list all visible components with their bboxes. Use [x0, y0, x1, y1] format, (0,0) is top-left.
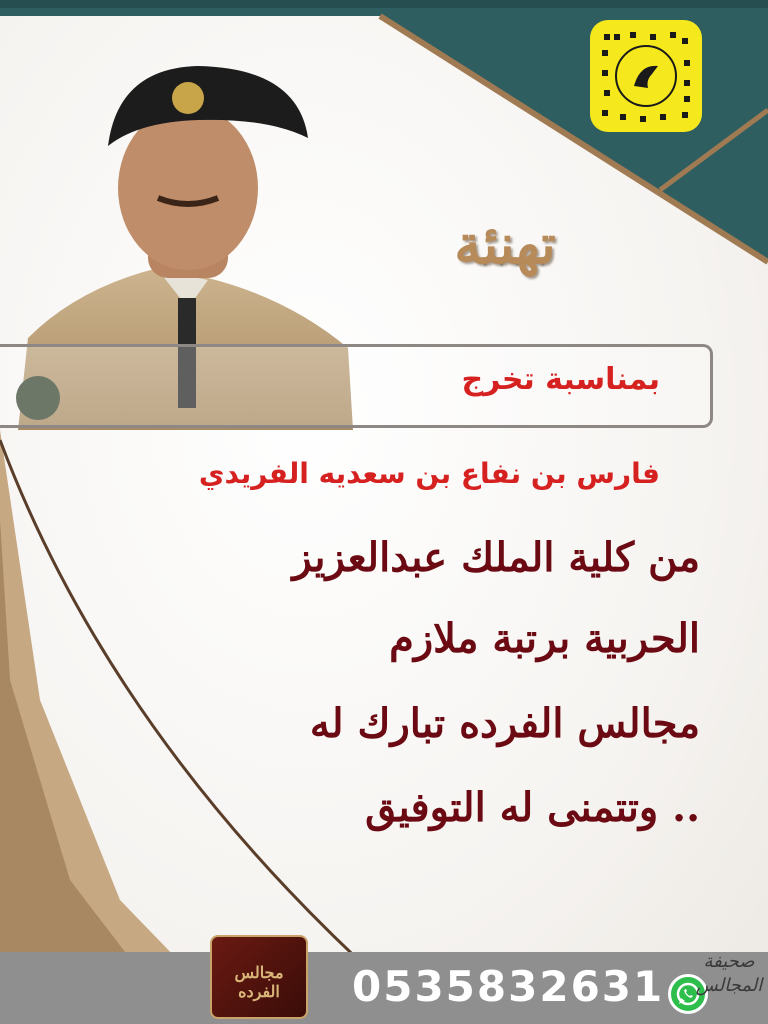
- greeting-heading: [410, 186, 600, 316]
- snapcode[interactable]: [590, 20, 702, 132]
- message-line: وتتمنى له التوفيق ..: [365, 784, 700, 831]
- message-line: مجالس الفرده تبارك له: [309, 700, 700, 747]
- snapcode-icon: [590, 20, 702, 132]
- brand-text: صحيفة المجالس: [695, 951, 763, 996]
- heading-text: تهنئة: [454, 212, 556, 276]
- phone-number[interactable]: 0535832631: [352, 962, 665, 1011]
- graduate-name: فارس بن نفاع بن سعديه الفريدي: [198, 457, 660, 490]
- logo-text: مجالس الفرده: [234, 963, 284, 1001]
- message-line: من كلية الملك عبدالعزيز: [292, 534, 700, 581]
- beret-badge: [172, 82, 204, 114]
- occasion-text: بمناسبة تخرج: [461, 362, 660, 397]
- logo: [210, 935, 308, 1019]
- message-line: الحربية برتبة ملازم: [389, 615, 700, 662]
